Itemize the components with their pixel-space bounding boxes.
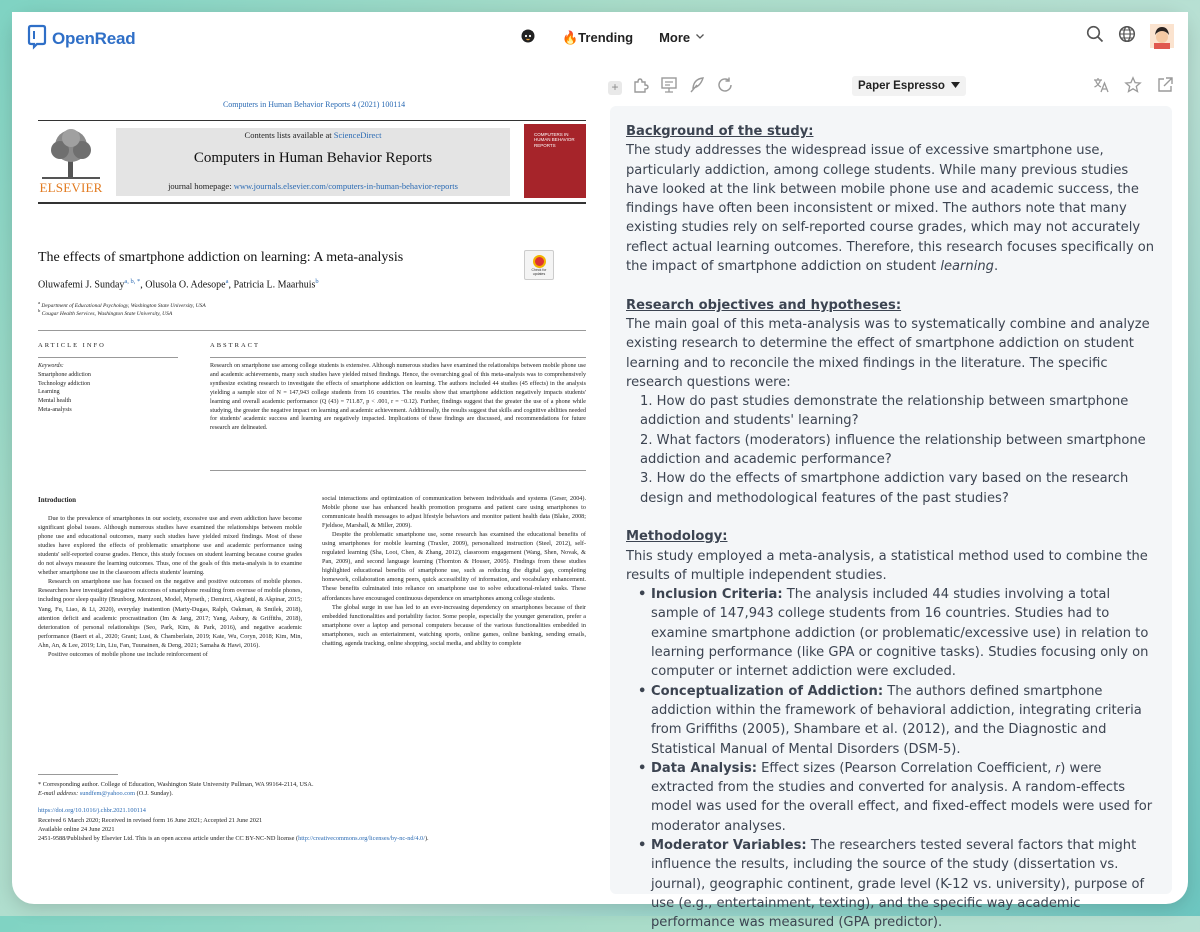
summary-panel[interactable] — [610, 106, 1172, 931]
keyword: Mental health — [38, 398, 72, 405]
pdf-viewer[interactable] — [28, 62, 600, 894]
slides-icon[interactable] — [660, 76, 678, 99]
license-suffix: ). — [424, 835, 429, 843]
corresponding-author: * Corresponding author. College of Education, Washington State University Pullman, WA 99164-2114, USA. — [38, 781, 314, 788]
list-item: 3. How do the effects of smartphone addiction vary based on the research design and methodological features of the past studies? — [640, 471, 1129, 506]
list-item: 1. How do past studies demonstrate the relationship between smartphone addiction and students' learning? — [640, 394, 1129, 429]
affiliation-text: Department of Educational Psychology, Washington State University, USA — [41, 302, 206, 309]
author-name: Oluwafemi J. Sunday — [38, 279, 125, 291]
section-gap — [626, 276, 1156, 295]
title-rule — [38, 202, 586, 204]
contents-line — [116, 130, 510, 140]
journal-cover — [524, 124, 586, 198]
background-end: . — [993, 259, 999, 275]
list-item: 2. What factors (moderators) influence the relationship between smartphone addiction and academic performance? — [640, 432, 1146, 468]
journal-header-box — [116, 128, 510, 196]
nav-more[interactable] — [659, 30, 706, 45]
list-item-text: Effect sizes (Pearson Correlation Coefficient, 𝑟) were extracted from the studies and converted for analysis. A random-effects model was used for the overall effect, and fixed-effect models were used for moderator analyses. — [651, 760, 1153, 834]
avatar[interactable] — [1150, 24, 1174, 48]
list-item-text: The analysis included 44 studies involving a total sample of 147,943 college students from 16 countries. Studies had to examine smartphone addiction (or problematic/excessive use) in relation to learning performance (like GPA or cognitive tasks). Studies focusing only on computer or internet addiction were excluded. — [651, 587, 1149, 680]
keyword: Meta-analysis — [38, 406, 72, 413]
nav-more-label: More — [659, 30, 691, 45]
puzzle-icon[interactable] — [632, 76, 650, 99]
questions-list — [626, 392, 1156, 508]
toolbar-left-tools — [608, 76, 734, 99]
background-heading: Background of the study: — [626, 124, 814, 139]
nav-right — [1086, 24, 1174, 48]
author-name: Patricia L. Maarhuis — [233, 279, 316, 291]
journal-title: Computers in Human Behavior Reports — [193, 150, 433, 166]
list-item-label: Moderator Variables: — [651, 837, 807, 853]
list-item — [638, 682, 1156, 759]
method-list — [626, 585, 1156, 932]
objectives-text: The main goal of this meta-analysis was to systematically combine and analyze existing research to determine the effect of smartphone addiction on student learning and to reconcile the mixed findings in the literature. The specific research questions were: — [626, 316, 1150, 390]
license-line — [38, 834, 586, 843]
pdf-page — [28, 62, 600, 894]
methodology-section — [626, 527, 1156, 932]
keywords-block — [38, 362, 91, 415]
background-text: The study addresses the widespread issue of excessive smartphone use, particularly addiction, among college students. While many previous studies have looked at the link between mobile phone use and academic success, the findings have often been inconsistent or mixed. The authors note that many existing studies rely on self-reported course grades, which may not accurately reflect actual learning outcomes. Therefore, this research focuses specifically on the impact of smartphone addiction on student — [626, 143, 1155, 275]
toolbar-right-tools — [1092, 76, 1174, 99]
authors-line: Oluwafemi J. Sunday$^{a, b, *}$, Olusola O. Adesope$^a$, Patricia L. Maarhuis$^b$ — [38, 278, 319, 291]
list-item-label: Conceptualization of Addiction: — [651, 683, 884, 699]
homepage-link[interactable]: www.journals.elsevier.com/computers-in-human-behavior-reports — [233, 181, 458, 191]
logo[interactable] — [28, 24, 135, 53]
license-prefix: 2451-9588/Published by Elsevier Ltd. This is an open access article under the CC BY-NC-ND license ( — [38, 835, 299, 843]
email-prefix: E-mail address: — [38, 790, 80, 798]
methodology-heading: Methodology: — [626, 529, 728, 545]
email-suffix: (O.J. Sunday). — [135, 790, 174, 798]
add-button[interactable]: + — [608, 81, 622, 95]
star-icon[interactable] — [1124, 76, 1142, 99]
body-paragraph: Despite the problematic smartphone use, some research has examined the educational benefits of using smartphones for mobile learning (Traxler, 2009), personalized instruction (Steel, 2012), self-regulated learning (Sha, Looi, Chen, & Zhang, 2012), classroom engagement (Wang, Shen, Novak, & Pan, 2009), and second language learning (Thornton & Houser, 2005). Findings from these studies highlighted educational benefits of smartphone use, such as reducing the digital gap, completing homework, collaboration among peers, quick accessibility of information, and vocabulary enhancement. These benefits culminated into reliance on smartphone use to solve educational-related tasks. These affordances have encouraged continuous dependence on smartphones among college students. — [322, 531, 586, 602]
globe-icon[interactable] — [1118, 25, 1136, 48]
list-item — [638, 759, 1156, 836]
objectives-heading: Research objectives and hypotheses: — [626, 297, 902, 313]
paper-title: The effects of smartphone addiction on learning: A meta-analysis — [38, 250, 404, 265]
abstract-end-rule — [210, 470, 586, 471]
check-for-updates-badge[interactable] — [524, 250, 554, 280]
body-left-column — [38, 496, 302, 659]
open-external-icon[interactable] — [1156, 76, 1174, 99]
homepage-prefix: journal homepage: — [168, 181, 234, 191]
body-paragraph: Positive outcomes of mobile phone use include reinforcement of — [48, 650, 208, 658]
body-paragraph: The global surge in use has led to an ever-increasing dependency on smartphones because of their embedded functionalities and portability factor. Some people, especially the younger generation, prefer a smartphone over a laptop and personal computers because of the various functionalities embedded in smartphones, such as entertainment, watching sports, online games, online banking, sending emails, chatting, agenda tracking, online shopping, social media, and ability to complete — [322, 603, 586, 647]
nav-center — [520, 28, 706, 47]
author-sup[interactable]: a — [225, 278, 229, 285]
header-rule — [38, 120, 586, 121]
objectives-section — [626, 296, 1156, 508]
keyword: Smartphone addiction — [38, 371, 91, 378]
received-dates: Received 6 March 2020; Received in revised form 16 June 2021; Accepted 21 June 2021 — [38, 816, 263, 824]
author-name: Olusola O. Adesope — [145, 279, 226, 291]
author-sup[interactable]: a, b, * — [124, 278, 141, 285]
elsevier-wordmark: ELSEVIER — [39, 180, 103, 195]
methodology-text: This study employed a meta-analysis, a statistical method used to combine the results of multiple independent studies. — [626, 548, 1148, 583]
nav-trending[interactable]: 🔥Trending — [562, 29, 634, 45]
available-online: Available online 24 June 2021 — [38, 825, 115, 833]
email-line — [38, 789, 586, 798]
elsevier-logo — [38, 128, 104, 196]
keyword: Learning — [38, 389, 60, 396]
journal-homepage — [116, 181, 510, 191]
affiliation — [38, 308, 172, 317]
body-paragraph: social interactions and optimization of communication between individuals and systems (Geser, 2004). Mobile phone use has enhanced health promotion programs and patient care using smartphones to communicate health messages to adjust lifestyle behaviors and monitor patient health data (Blake, 2008; Fjeldsoe, Marshall, & Miller, 2009). — [322, 495, 586, 530]
keyword: Technology addiction — [38, 380, 91, 387]
abstract-subrule — [210, 357, 586, 358]
quill-icon[interactable] — [688, 76, 706, 99]
list-item-text: The authors defined smartphone addiction within the framework of behavioral addiction, integrating criteria from Griffiths (2005), Shambare et al. (2012), and the Diagnostic and Statistical Manual of Mental Disorders (DSM-5). — [651, 683, 1142, 757]
list-item-text: The researchers tested several factors that might influence the results, including the source of the study (dissertation vs. journal), geographic continent, grade level (K-12 vs. university), purpose of use (e.g., entertainment, texting), and the specific way academic performance was measured (GPA predictor). — [651, 837, 1145, 931]
footnotes — [38, 780, 586, 843]
license-link[interactable]: http://creativecommons.org/licenses/by-nc-nd/4.0/ — [298, 835, 425, 843]
list-item — [638, 585, 1156, 681]
info-subrule — [38, 357, 178, 358]
list-item-label: Data Analysis: — [651, 760, 757, 776]
background-paragraph — [626, 141, 1156, 276]
abstract-heading: ABSTRACT — [210, 342, 260, 349]
body-paragraph: Due to the prevalence of smartphones in our society, excessive use and even addiction have become significant global issues. Although numerous studies have examined the relationships between mobile phone use and educational outcomes, many such studies have yielded mixed findings. Most of these studies have explored the effects of problematic smartphone use and academic performance using students' self-reported course grades. Hence, this study focuses on student learning because course grades do not always measure the learning outcomes. Thus, one of the goals of this meta-analysis is to examine whether smartphone use in the classroom affects students' learning. — [38, 515, 302, 577]
mode-selector[interactable] — [852, 76, 966, 96]
check-updates-icon — [533, 255, 546, 268]
body-right-column — [322, 494, 586, 648]
footnote-rule — [38, 774, 118, 775]
summary-toolbar — [600, 62, 1188, 106]
body-paragraph: Research on smartphone use has focused on the negative and positive outcomes of mobile phones. Researchers have investigated negative outcomes of smartphone resulting from overuse of mobile phones, including poor sleep quality (Brunborg, Mentzoni, Model, Myrseth, ; Demirci, Akgönül, & Akpinar, 2015; Yang, Fu, Liao, & Li, 2020), everyday inattention (Marty-Dugas, Ralph, Oakman, & Smilek, 2018), attention deficit and academic procrastination (Im & Jang, 2017; Yang, Asbury, & Griffiths, 2018), deterioration of personal relationships (Seo, Park, Kim, & Park, 2016), and negative academic performance (Baert et al., 2020; Grant; Lust, & Chamberlain, 2019; Kate, Wu, Coryn, 2018; Kim, Min, Ahn, An, & Lee, 2019; Lin, Liu, Fan, Tuunainen, & Deng, 2021; Samaha & Hawi, 2016). — [38, 578, 302, 649]
chevron-down-icon — [694, 30, 706, 45]
refresh-icon[interactable] — [716, 76, 734, 99]
intro-heading: Introduction — [38, 496, 76, 504]
caret-down-icon — [951, 76, 960, 96]
email-link[interactable]: sundfem@yahoo.com — [79, 790, 136, 798]
list-item — [638, 836, 1156, 932]
check-updates-label: Check for updates — [531, 268, 547, 276]
octocat-icon[interactable] — [520, 28, 536, 47]
background-section — [626, 122, 1156, 276]
sciencedirect-link[interactable]: ScienceDirect — [333, 130, 382, 140]
background-emphasis: learning — [940, 259, 994, 275]
app-window — [12, 12, 1188, 931]
openread-logo-icon — [28, 24, 48, 53]
cover-text: COMPUTERS IN HUMAN BEHAVIOR REPORTS — [534, 132, 575, 148]
affiliation-text: Cougar Health Services, Washington State University, USA — [41, 310, 173, 317]
affiliation-sup: a — [38, 300, 41, 305]
contents-prefix: Contents lists available at — [244, 130, 334, 140]
mode-selector-label: Paper Espresso — [858, 80, 945, 92]
translate-icon[interactable] — [1092, 76, 1110, 99]
doi-link[interactable]: https://doi.org/10.1016/j.chbr.2021.100114 — [38, 807, 146, 815]
info-rule — [38, 330, 586, 331]
abstract-text: Research on smartphone use among college students is extensive. Although numerous studies have examined the relationships between mobile phone use and academic achievements, many such studies have yielded mixed findings. Hence, the overarching goal of this meta-analysis was to comprehensively synthesize existing research to investigate the effects of smartphone addiction on learning. The authors included 44 studies (45 effects) in the analysis yielding a sample size of N = 147,943 college students from 16 countries. The results show that smartphone addiction negatively impacts students' learning and overall academic performance (Q (43) = 711.87, p < .001, r = −0.12). Further, findings suggest that the greater the use of a phone while studying, the greater the negative impact on learning and academic achievement. Additionally, the results suggest that skills and cognitive abilities needed for students' academic success and learning are negatively impacted. Implications of these findings are discussed, and recommendations for future research are delineated. — [210, 363, 586, 432]
list-item-label: Inclusion Criteria: — [651, 587, 783, 603]
footnote-gap — [38, 798, 586, 806]
article-info-heading: ARTICLE INFO — [38, 342, 106, 349]
app-name: OpenRead — [52, 28, 136, 48]
journal-reference: Computers in Human Behavior Reports 4 (2021) 100114 — [222, 100, 406, 109]
author-sup[interactable]: b — [315, 278, 319, 285]
top-nav — [12, 12, 1188, 62]
section-gap — [626, 508, 1156, 527]
affiliation-sup: b — [38, 308, 41, 313]
search-icon[interactable] — [1086, 25, 1104, 48]
keywords-title: Keywords: — [38, 363, 64, 369]
elsevier-tree-icon — [38, 128, 104, 180]
